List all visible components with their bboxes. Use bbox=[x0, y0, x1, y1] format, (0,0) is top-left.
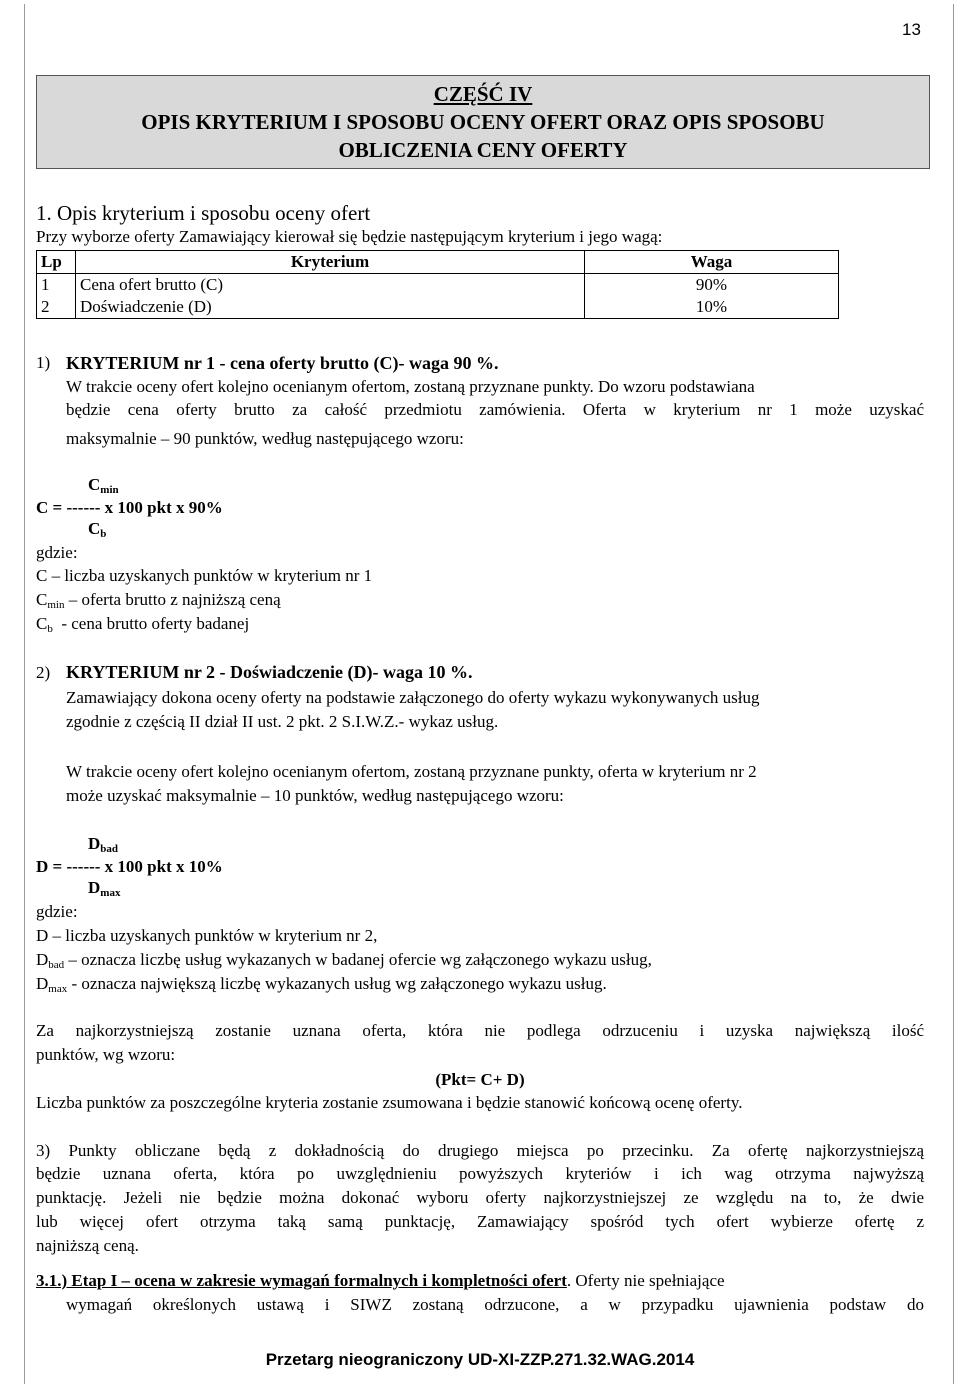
formula1-numerator-sub: min bbox=[100, 484, 119, 496]
formula2-numerator bbox=[88, 833, 118, 855]
def-dmax-text: - oznacza największą liczbę wykazanych usług wg załączonego wykazu usług. bbox=[67, 974, 607, 993]
criterion1-para-line1: W trakcie oceny ofert kolejno ocenianym ofertom, zostaną przyznane punkty. Do wzoru podstawiana bbox=[66, 377, 755, 396]
formula1-denominator bbox=[88, 518, 106, 540]
formula2-denominator-base: D bbox=[88, 878, 101, 897]
summary-formula: (Pkt= C+ D) bbox=[435, 1070, 525, 1089]
def-cmin-base: C bbox=[36, 590, 48, 609]
def-dbad-base: D bbox=[36, 950, 49, 969]
formula2-numerator-sub: bad bbox=[100, 843, 119, 855]
criterion1-def-c: C – liczba uzyskanych punktów w kryterium nr 1 bbox=[36, 566, 373, 585]
criterion2-para-line1: Zamawiający dokona oceny oferty na podstawie załączonego do oferty wykazu wykonywanych usług bbox=[66, 688, 760, 707]
formula2-expression: D = ------ x 100 pkt x 10% bbox=[36, 857, 223, 876]
part-label: CZĘŚĆ IV bbox=[433, 82, 533, 106]
criterion1-def-cb bbox=[36, 613, 249, 635]
def-cb-base: C bbox=[36, 614, 48, 633]
table-row bbox=[37, 296, 839, 319]
point3-line3: punktację. Jeżeli nie będzie można dokonać wyboru oferty najkorzystniejszej ze względu na to, że dwie bbox=[36, 1188, 924, 1207]
criterion2-def-dbad bbox=[36, 949, 652, 971]
criterion2-number: 2) bbox=[36, 663, 51, 682]
criterion1-number: 1) bbox=[36, 353, 51, 372]
table-header-row bbox=[37, 251, 839, 274]
part-header bbox=[36, 75, 930, 169]
summary-line2: punktów, wg wzoru: bbox=[36, 1045, 176, 1064]
criterion2-para-line3: W trakcie oceny ofert kolejno ocenianym ofertom, zostaną przyznane punkty, oferta w kryterium nr 2 bbox=[66, 762, 757, 781]
part-title-line1: OPIS KRYTERIUM I SPOSOBU OCENY OFERT ORAZ OPIS SPOSOBU bbox=[141, 110, 825, 134]
criterion1-para-line3: maksymalnie – 90 punktów, według następującego wzoru: bbox=[66, 429, 464, 448]
document-footer: Przetarg nieograniczony UD-XI-ZZP.271.32.WAG.2014 bbox=[265, 1350, 695, 1369]
page-number: 13 bbox=[902, 20, 921, 39]
formula1-denominator-sub: b bbox=[100, 528, 107, 540]
def-cmin-text: – oferta brutto z najniższą ceną bbox=[64, 590, 281, 609]
criterion1-where: gdzie: bbox=[36, 543, 78, 562]
def-cmin-sub: min bbox=[47, 599, 65, 611]
criterion1-def-cmin bbox=[36, 589, 281, 611]
column-header-waga: Waga bbox=[585, 251, 839, 274]
criterion2-def-dmax bbox=[36, 973, 607, 995]
summary-line3: Liczba punktów za poszczególne kryteria zostanie zsumowana i będzie stanowić końcową ocenę oferty. bbox=[36, 1093, 743, 1112]
point3-line5: najniższą ceną. bbox=[36, 1236, 139, 1255]
criterion2-def-d: D – liczba uzyskanych punktów w kryterium nr 2, bbox=[36, 926, 378, 945]
summary-line1: Za najkorzystniejszą zostanie uznana oferta, która nie podlega odrzuceniu i uzyska największą ilość bbox=[36, 1021, 924, 1040]
criterion1-para-line2: będzie cena oferty brutto za całość przedmiotu zamówienia. Oferta w kryterium nr 1 może uzyskać bbox=[66, 400, 924, 419]
table-cell-weight: 10% bbox=[585, 296, 839, 319]
def-dbad-sub: bad bbox=[48, 959, 65, 971]
criteria-table bbox=[36, 250, 839, 319]
criterion1-title: KRYTERIUM nr 1 - cena oferty brutto (C)- waga 90 %. bbox=[66, 353, 499, 373]
part-title-line2: OBLICZENIA CENY OFERTY bbox=[338, 138, 628, 162]
stage-line1 bbox=[36, 1270, 725, 1292]
point3-line2: będzie uznana oferta, która po uwzględnieniu powyższych kryteriów i ich wag otrzyma najwyższą bbox=[36, 1164, 924, 1183]
def-cb-text: - cena brutto oferty badanej bbox=[52, 614, 250, 633]
section1-intro: Przy wyborze oferty Zamawiający kierował się będzie następującym kryterium i jego wagą: bbox=[36, 227, 663, 246]
column-header-lp: Lp bbox=[37, 251, 76, 274]
formula2-denominator bbox=[88, 877, 120, 899]
formula1-numerator bbox=[88, 474, 119, 496]
criterion2-where: gdzie: bbox=[36, 902, 78, 921]
column-header-kryterium: Kryterium bbox=[76, 251, 585, 274]
point3-line4: lub więcej ofert otrzyma taką samą punktację, Zamawiający spośród tych ofert wybierze ofertę z bbox=[36, 1212, 924, 1231]
table-row bbox=[37, 274, 839, 297]
def-cb-sub: b bbox=[47, 623, 53, 635]
def-dmax-sub: max bbox=[48, 983, 68, 995]
formula2-numerator-base: D bbox=[88, 834, 101, 853]
table-cell-weight: 90% bbox=[585, 274, 839, 297]
table-cell-criterion: Cena ofert brutto (C) bbox=[76, 274, 585, 297]
section1-heading: 1. Opis kryterium i sposobu oceny ofert bbox=[36, 201, 371, 225]
formula1-expression: C = ------ x 100 pkt x 90% bbox=[36, 498, 223, 517]
stage-line2: wymagań określonych ustawą i SIWZ zostaną odrzucone, a w przypadku ujawnienia podstaw do bbox=[66, 1295, 924, 1314]
formula2-denominator-sub: max bbox=[100, 887, 121, 899]
def-dbad-text: – oznacza liczbę usług wykazanych w badanej ofercie wg załączonego wykazu usług, bbox=[64, 950, 652, 969]
formula1-denominator-base: C bbox=[88, 519, 101, 538]
table-cell-lp: 1 bbox=[37, 274, 76, 297]
criterion2-para-line2: zgodnie z częścią II dział II ust. 2 pkt. 2 S.I.W.Z.- wykaz usług. bbox=[66, 712, 499, 731]
stage-heading-rest: . Oferty nie spełniające bbox=[566, 1271, 725, 1290]
def-dmax-base: D bbox=[36, 974, 49, 993]
point3-line1: 3) Punkty obliczane będą z dokładnością do drugiego miejsca po przecinku. Za ofertę najkorzystniejszą bbox=[36, 1141, 924, 1160]
criterion2-para-line4: może uzyskać maksymalnie – 10 punktów, według następującego wzoru: bbox=[66, 786, 564, 805]
stage-heading: 3.1.) Etap I – ocena w zakresie wymagań formalnych i kompletności ofert bbox=[36, 1271, 567, 1290]
criterion2-title: KRYTERIUM nr 2 - Doświadczenie (D)- waga 10 %. bbox=[66, 662, 473, 682]
table-cell-criterion: Doświadczenie (D) bbox=[76, 296, 585, 319]
table-cell-lp: 2 bbox=[37, 296, 76, 319]
formula1-numerator-base: C bbox=[88, 475, 101, 494]
